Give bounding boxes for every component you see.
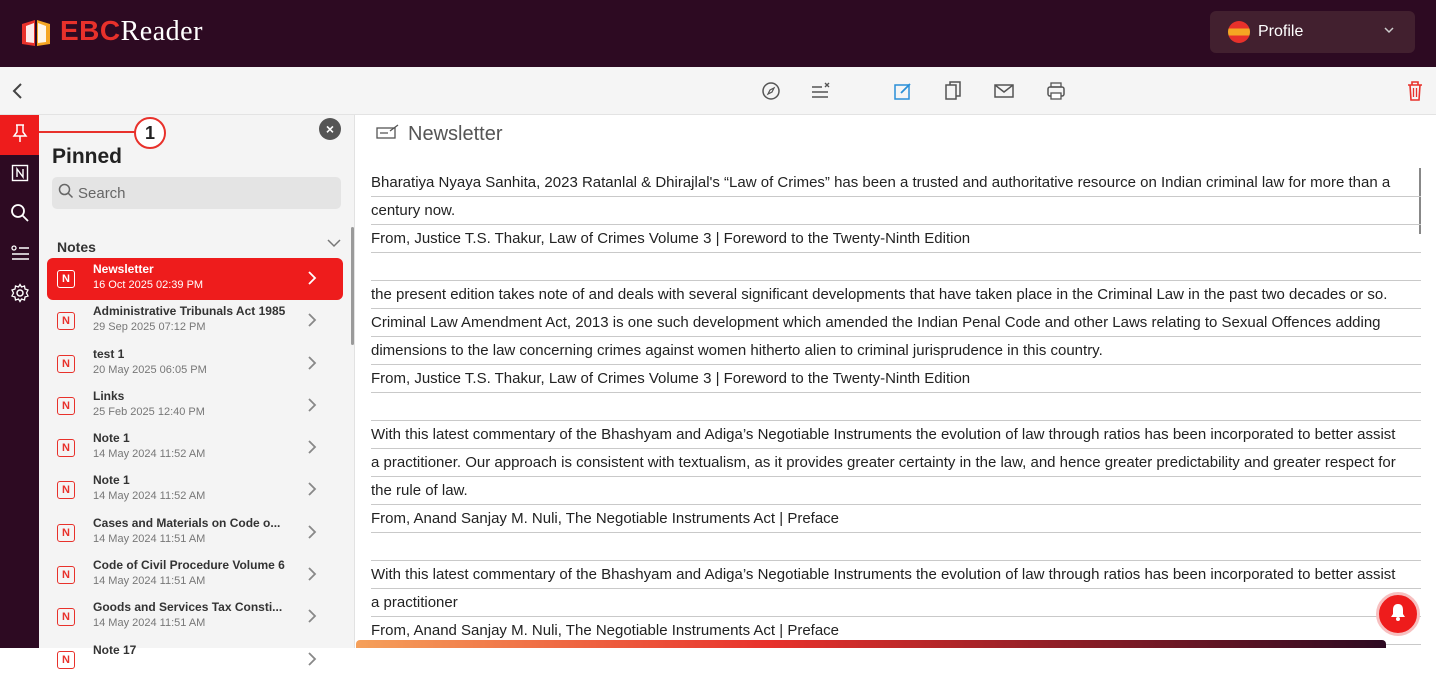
note-item-title: Code of Civil Procedure Volume 6 xyxy=(93,558,285,573)
clear-format-icon[interactable] xyxy=(809,79,833,103)
chevron-right-icon xyxy=(305,566,319,587)
note-line: From, Anand Sanjay M. Nuli, The Negotiable Instruments Act | Preface xyxy=(371,617,1421,645)
rail-item-pinned[interactable] xyxy=(0,115,39,155)
gear-icon xyxy=(10,283,30,308)
panel-scrollbar[interactable] xyxy=(351,227,354,345)
note-line: From, Anand Sanjay M. Nuli, The Negotiable Instruments Act | Preface xyxy=(371,505,1421,533)
note-list-item[interactable] xyxy=(47,258,343,300)
close-icon: × xyxy=(325,121,335,137)
copy-icon[interactable] xyxy=(941,79,965,103)
compass-icon[interactable] xyxy=(759,79,783,103)
note-item-title: Administrative Tribunals Act 1985 xyxy=(93,304,286,319)
note-item-title: Note 17 xyxy=(93,642,137,657)
nav-rail xyxy=(0,115,39,648)
chevron-down-icon xyxy=(326,236,342,252)
chevron-right-icon xyxy=(305,270,319,291)
search-box xyxy=(52,177,341,209)
note-list-item[interactable] xyxy=(47,512,343,554)
app-logo[interactable] xyxy=(20,15,203,48)
note-badge-icon: N xyxy=(57,439,75,457)
note-line: From, Justice T.S. Thakur, Law of Crimes Volume 3 | Foreword to the Twenty-Ninth Edition xyxy=(371,225,1421,253)
search-icon xyxy=(58,183,74,204)
note-item-date: 29 Sep 2025 07:12 PM xyxy=(93,321,206,334)
rail-item-notes[interactable] xyxy=(0,155,39,195)
note-line: From, Justice T.S. Thakur, Law of Crimes Volume 3 | Foreword to the Twenty-Ninth Edition xyxy=(371,365,1421,393)
note-header xyxy=(376,123,502,146)
chevron-right-icon xyxy=(305,397,319,418)
app-title: EBCReader xyxy=(60,15,203,47)
note-list-item[interactable] xyxy=(47,469,343,511)
chevron-right-icon xyxy=(305,481,319,502)
panel-title: Pinned xyxy=(52,145,123,168)
callout-marker: 1 xyxy=(134,117,166,149)
trash-icon[interactable] xyxy=(1403,79,1427,103)
chevron-down-icon xyxy=(1383,24,1395,39)
note-badge-icon: N xyxy=(57,524,75,542)
note-title: Newsletter xyxy=(408,123,503,145)
notes-icon xyxy=(11,164,29,187)
note-badge-icon: N xyxy=(57,651,75,669)
search-input[interactable] xyxy=(78,185,328,202)
note-line xyxy=(371,253,1421,281)
note-toolbar xyxy=(0,67,1436,115)
chevron-right-icon xyxy=(305,439,319,460)
app-header xyxy=(0,0,1436,67)
note-line: dimensions to the law concerning crimes against women hitherto alien to criminal jurisprudence in this country. xyxy=(371,337,1421,365)
callout-line xyxy=(39,131,135,133)
note-line: century now. xyxy=(371,197,1421,225)
pin-icon xyxy=(11,123,29,148)
note-list-item[interactable] xyxy=(47,385,343,427)
note-item-date: 14 May 2024 11:51 AM xyxy=(93,575,206,588)
note-list-item[interactable] xyxy=(47,427,343,469)
avatar xyxy=(1228,21,1250,43)
note-item-title: Note 1 xyxy=(93,473,130,488)
list-icon xyxy=(10,244,30,267)
note-line xyxy=(371,393,1421,421)
notes-list xyxy=(47,258,343,681)
note-line: a practitioner. Our approach is consistent with textualism, as it provides greater certainty in the law, and hence greater predictability and greater respect for xyxy=(371,449,1421,477)
note-badge-icon: N xyxy=(57,566,75,584)
back-icon[interactable] xyxy=(6,79,30,103)
notes-section-label: Notes xyxy=(57,239,96,255)
note-item-date: 14 May 2024 11:52 AM xyxy=(93,448,206,461)
note-item-date: 16 Oct 2025 02:39 PM xyxy=(93,279,204,291)
note-list-item[interactable] xyxy=(47,300,343,342)
note-line: With this latest commentary of the Bhashyam and Adiga’s Negotiable Instruments the evolution of law through ratios has been incorporated to better assist xyxy=(371,561,1421,589)
rail-item-toc[interactable] xyxy=(0,235,39,275)
note-item-title: Newsletter xyxy=(93,262,154,276)
notes-section-header[interactable] xyxy=(57,239,342,255)
chevron-right-icon xyxy=(305,355,319,376)
note-list-item[interactable] xyxy=(47,639,343,681)
note-list-item[interactable] xyxy=(47,343,343,385)
note-list-item[interactable] xyxy=(47,554,343,596)
footer-banner xyxy=(356,640,1386,648)
note-item-date: 25 Feb 2025 12:40 PM xyxy=(93,405,205,418)
note-item-date: 14 May 2024 11:51 AM xyxy=(93,617,206,630)
note-badge-icon: N xyxy=(57,608,75,626)
note-badge-icon: N xyxy=(57,397,75,415)
profile-label: Profile xyxy=(1258,23,1304,40)
chevron-right-icon xyxy=(305,651,319,672)
note-line: the rule of law. xyxy=(371,477,1421,505)
note-line: Criminal Law Amendment Act, 2013 is one such development which amended the Indian Penal Code and other Laws relating to Sexual Offences adding xyxy=(371,309,1421,337)
note-line: a practitioner xyxy=(371,589,1421,617)
pinned-panel xyxy=(39,115,355,666)
note-badge-icon: N xyxy=(57,312,75,330)
rail-item-settings[interactable] xyxy=(0,275,39,315)
print-icon[interactable] xyxy=(1044,79,1068,103)
chevron-right-icon xyxy=(305,312,319,333)
note-body[interactable] xyxy=(371,169,1421,645)
note-item-title: Links xyxy=(93,388,125,403)
profile-dropdown[interactable] xyxy=(1210,11,1415,53)
note-item-date: 14 May 2024 11:52 AM xyxy=(93,490,206,503)
book-logo-icon xyxy=(20,16,52,48)
note-line: Bharatiya Nyaya Sanhita, 2023 Ratanlal & Dhirajlal's “Law of Crimes” has been a trusted and authoritative resource on Indian criminal law for more than a xyxy=(371,169,1421,197)
note-badge-icon: N xyxy=(57,481,75,499)
chevron-right-icon xyxy=(305,608,319,629)
note-edit-icon xyxy=(376,123,400,146)
note-item-title: Goods and Services Tax Consti... xyxy=(93,600,283,615)
close-panel-button[interactable] xyxy=(319,118,341,140)
note-line: With this latest commentary of the Bhashyam and Adiga’s Negotiable Instruments the evolution of law through ratios has been incorporated to better assist xyxy=(371,421,1421,449)
edit-icon[interactable] xyxy=(891,79,915,103)
note-line: the present edition takes note of and deals with several significant developments that have taken place in the Criminal Law in the past two decades or so. xyxy=(371,281,1421,309)
note-content xyxy=(356,115,1436,648)
notification-bell-button[interactable] xyxy=(1376,592,1420,636)
note-badge-icon: N xyxy=(57,270,75,288)
chevron-right-icon xyxy=(305,524,319,545)
bell-icon xyxy=(1388,602,1408,627)
rail-item-search[interactable] xyxy=(0,195,39,235)
search-icon xyxy=(10,203,30,228)
note-badge-icon: N xyxy=(57,355,75,373)
note-item-title: test 1 xyxy=(93,346,125,361)
note-line xyxy=(371,533,1421,561)
note-item-date: 20 May 2025 06:05 PM xyxy=(93,363,207,376)
note-item-date: 14 May 2024 11:51 AM xyxy=(93,532,206,545)
note-item-title: Cases and Materials on Code o... xyxy=(93,515,281,530)
note-item-title: Note 1 xyxy=(93,431,130,446)
note-list-item[interactable] xyxy=(47,596,343,638)
mail-icon[interactable] xyxy=(992,79,1016,103)
